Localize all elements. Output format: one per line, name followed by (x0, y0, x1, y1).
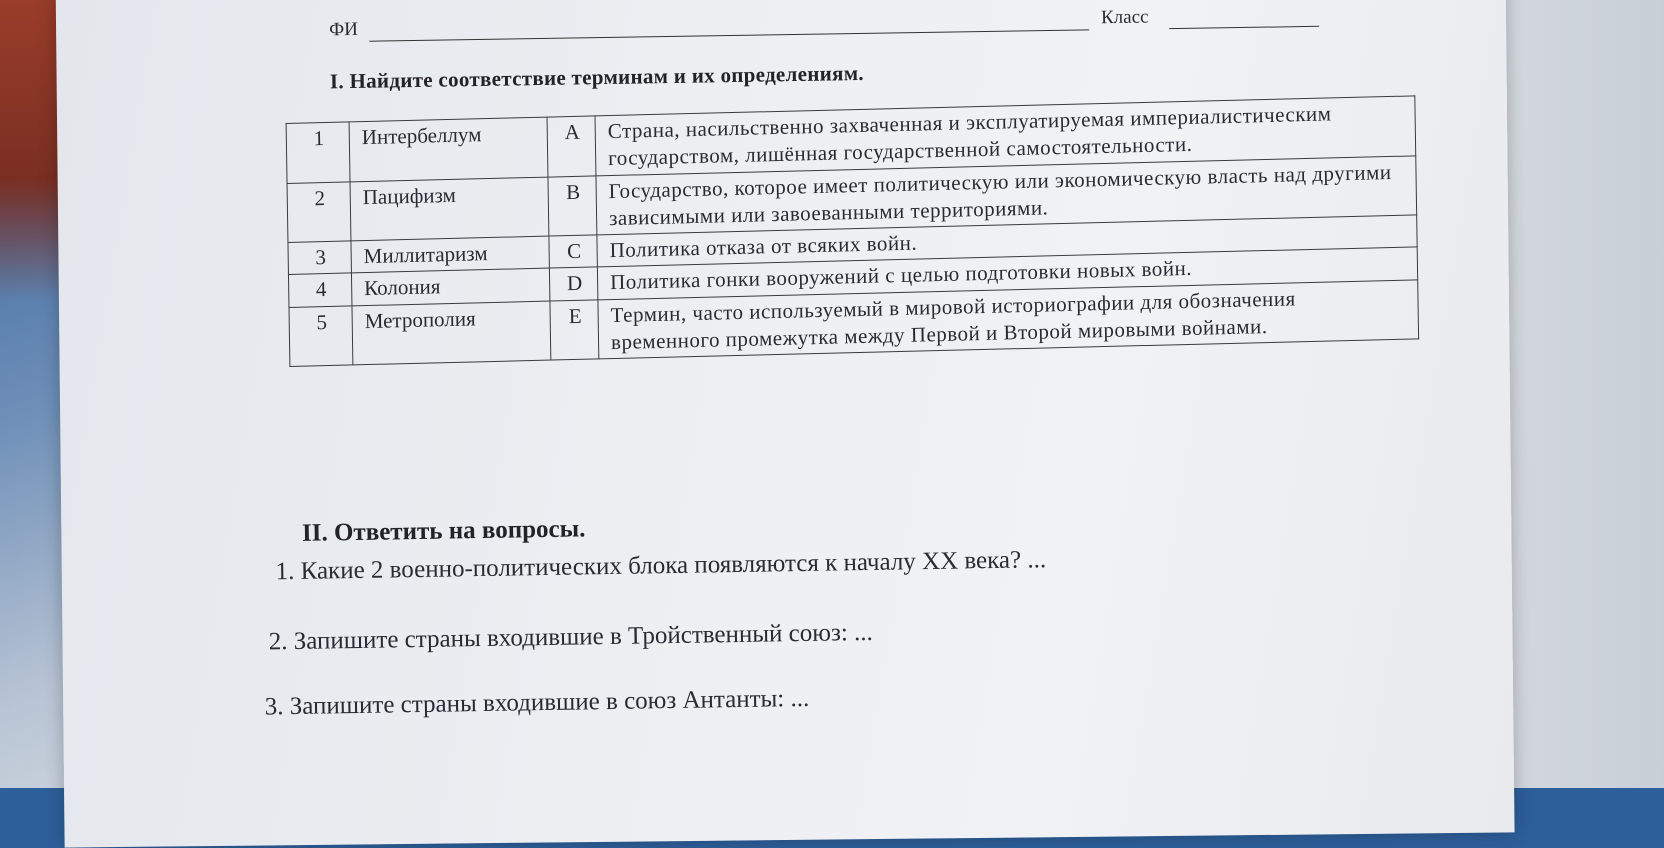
letter-cell: C (549, 235, 597, 268)
row-number: 3 (288, 241, 351, 275)
question-3: 3. Запишите страны входившие в союз Антанты: ... (264, 684, 810, 721)
row-number: 1 (286, 122, 350, 183)
letter-cell: A (547, 116, 596, 177)
letter-cell: E (550, 300, 599, 361)
question-1: 1. Какие 2 военно-политических блока появляются к началу XX века? ... (275, 546, 1047, 586)
section-2-title: II. Ответить на вопросы. (301, 515, 586, 547)
class-label: Класс (1100, 6, 1149, 29)
header-row (329, 4, 1329, 50)
definition-cell: Государство, которое имеет политическую или экономическую власть над другими зависимыми или завоеванными территориями. (596, 155, 1417, 235)
letter-cell: D (549, 267, 597, 300)
fi-label: ФИ (328, 18, 359, 41)
section-1-title: I. Найдите соответствие терминам и их определениям. (329, 60, 865, 94)
definition-cell: Политика отказа от всяких войн. (597, 215, 1417, 267)
term-cell: Колония (351, 269, 549, 306)
row-number: 2 (287, 182, 351, 243)
term-cell: Интербеллум (349, 117, 548, 181)
definition-cell: Страна, насильственно захваченная и эксплуатируемая империалистическим государством, лишённая государственной самостоятельности. (595, 96, 1416, 176)
letter-cell: B (548, 176, 597, 237)
row-number: 4 (288, 273, 351, 307)
term-cell: Пацифизм (350, 177, 549, 241)
matching-table (286, 95, 1420, 367)
definition-cell: Термин, часто используемый в мировой историографии для обозначения временного промежутка между Первой и Второй мировыми войнами. (598, 280, 1419, 360)
row-number: 5 (289, 306, 353, 367)
term-cell: Миллитаризм (351, 236, 549, 273)
question-2: 2. Запишите страны входившие в Тройственный союз: ... (268, 618, 873, 656)
class-blank-line (1169, 26, 1319, 29)
term-cell: Метрополия (352, 301, 551, 365)
definition-cell: Политика гонки вооружений с целью подготовки новых войн. (597, 247, 1417, 299)
fi-blank-line (369, 29, 1089, 41)
